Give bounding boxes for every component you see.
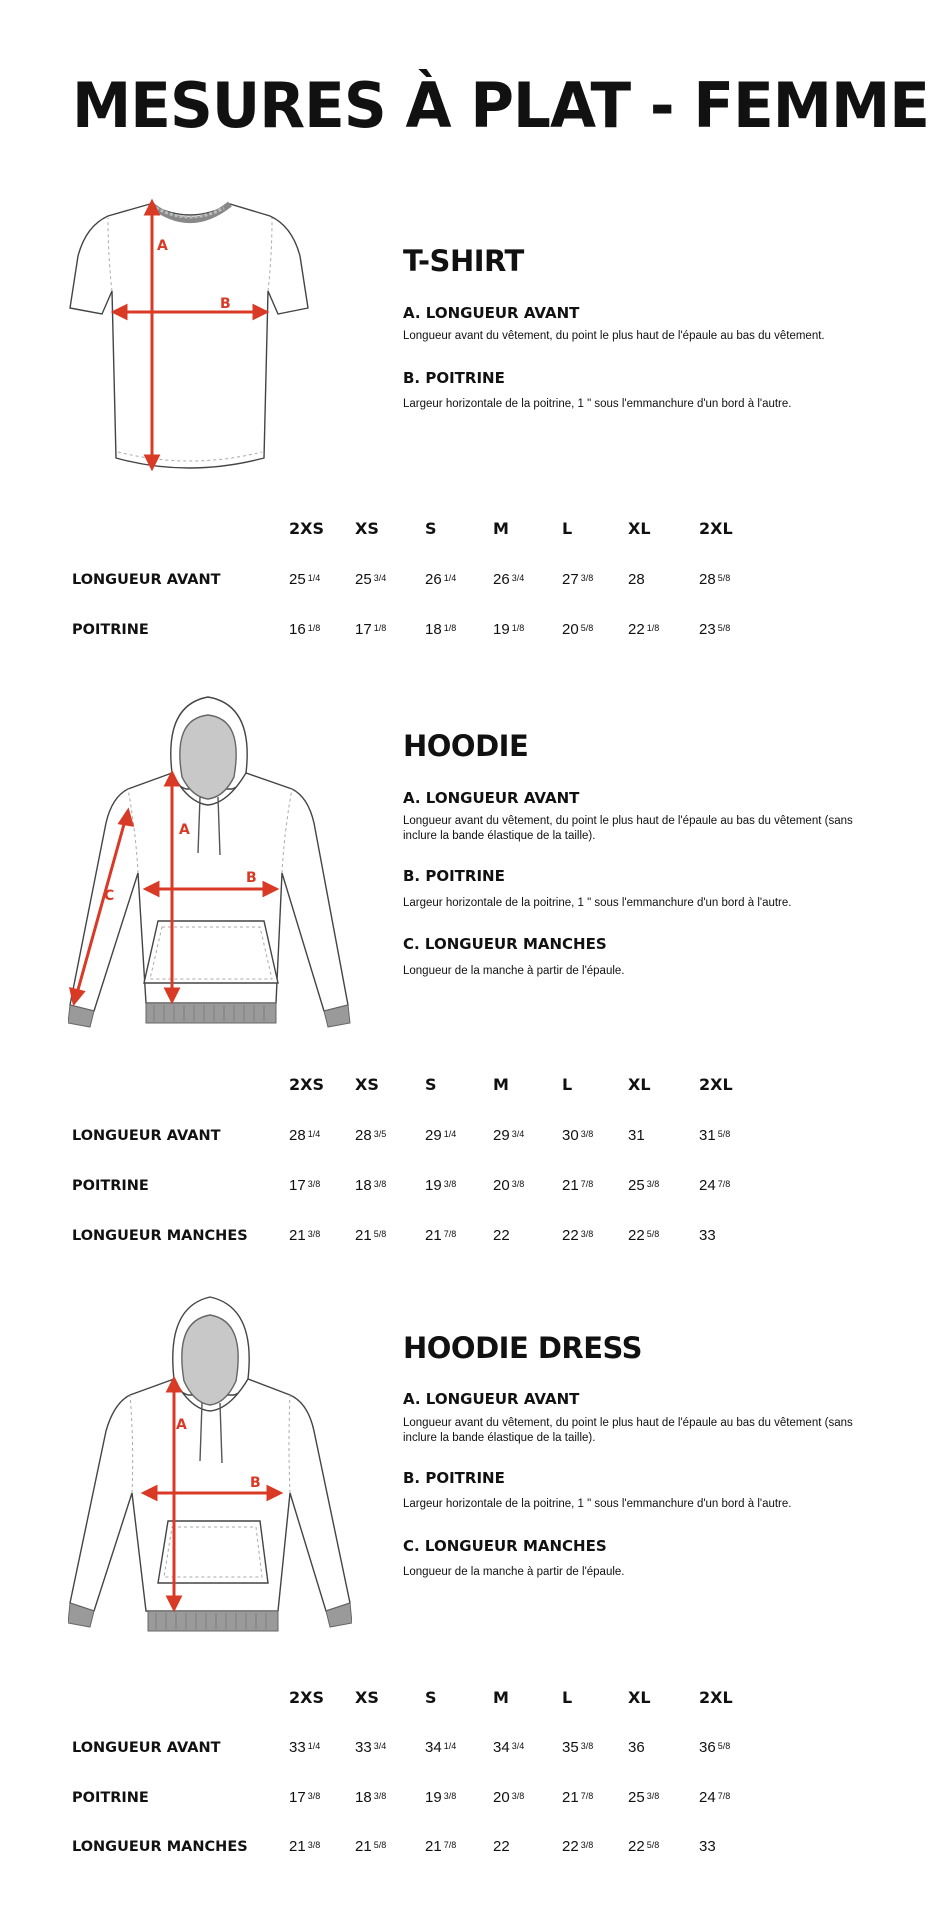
table-cell: [562, 1126, 593, 1146]
cell-fraction: 1/4: [307, 573, 321, 583]
cell-whole: 21: [562, 1177, 579, 1194]
cell-whole: 34: [493, 1739, 510, 1756]
size-header: M: [493, 1688, 509, 1707]
row-label: POITRINE: [72, 622, 149, 638]
definition-head: A. LONGUEUR AVANT: [403, 304, 580, 322]
cell-fraction: 3/4: [373, 573, 387, 583]
row-label: POITRINE: [72, 1790, 149, 1806]
cell-whole: 36: [699, 1739, 716, 1756]
table-cell: [355, 1738, 386, 1758]
cell-whole: 18: [355, 1789, 372, 1806]
table-cell: [425, 1788, 456, 1808]
cell-whole: 29: [493, 1127, 510, 1144]
cell-whole: 25: [289, 571, 306, 588]
definition-text: Largeur horizontale de la poitrine, 1 " sous l'emmanchure d'un bord à l'autre.: [403, 398, 792, 410]
definition-head: B. POITRINE: [403, 867, 505, 885]
cell-fraction: 3/8: [580, 1840, 594, 1850]
cell-whole: 31: [628, 1127, 645, 1144]
size-header: S: [425, 519, 437, 538]
cell-fraction: 3/8: [307, 1179, 321, 1189]
cell-whole: 28: [355, 1127, 372, 1144]
cell-whole: 18: [425, 621, 442, 638]
cell-fraction: 1/4: [443, 573, 457, 583]
table-cell: [355, 1176, 386, 1196]
cell-whole: 20: [493, 1789, 510, 1806]
cell-whole: 22: [493, 1227, 510, 1244]
size-header: L: [562, 519, 573, 538]
cell-whole: 25: [628, 1177, 645, 1194]
cell-fraction: 3/8: [580, 1229, 594, 1239]
table-cell: [628, 1226, 659, 1246]
cell-whole: 21: [289, 1838, 306, 1855]
section-title-hoodie: HOODIE: [403, 729, 529, 763]
table-cell: [493, 1176, 524, 1196]
size-header: XL: [628, 1688, 651, 1707]
cell-fraction: 7/8: [580, 1791, 594, 1801]
size-header: 2XS: [289, 1075, 324, 1094]
definition-head: C. LONGUEUR MANCHES: [403, 935, 607, 953]
cell-fraction: 3/8: [580, 573, 594, 583]
cell-whole: 21: [562, 1789, 579, 1806]
table-cell: [493, 1837, 510, 1857]
page-title: MESURES À PLAT - FEMME: [72, 69, 930, 142]
table-cell: [355, 620, 386, 640]
cell-whole: 21: [289, 1227, 306, 1244]
cell-whole: 20: [493, 1177, 510, 1194]
cell-fraction: 5/8: [373, 1229, 387, 1239]
size-header: S: [425, 1075, 437, 1094]
table-cell: [425, 1226, 456, 1246]
cell-fraction: 3/8: [443, 1179, 457, 1189]
cell-fraction: 5/8: [646, 1840, 660, 1850]
table-cell: [355, 1226, 386, 1246]
cell-whole: 33: [355, 1739, 372, 1756]
section-title-hoodie-dress: HOODIE DRESS: [403, 1331, 643, 1365]
cell-whole: 21: [425, 1227, 442, 1244]
definition-head: B. POITRINE: [403, 1469, 505, 1487]
cell-fraction: 3/8: [646, 1179, 660, 1189]
cell-fraction: 3/8: [511, 1179, 525, 1189]
cell-whole: 21: [425, 1838, 442, 1855]
definition-head: C. LONGUEUR MANCHES: [403, 1537, 607, 1555]
cell-fraction: 3/8: [580, 1129, 594, 1139]
cell-whole: 22: [562, 1838, 579, 1855]
cell-whole: 21: [355, 1838, 372, 1855]
table-cell: [425, 1738, 456, 1758]
table-cell: [628, 620, 659, 640]
table-cell: [493, 1226, 510, 1246]
cell-fraction: 3/8: [580, 1741, 594, 1751]
size-header: S: [425, 1688, 437, 1707]
table-cell: [628, 1126, 645, 1146]
cell-whole: 28: [628, 571, 645, 588]
definition-text: Longueur avant du vêtement, du point le plus haut de l'épaule au bas du vêtement.: [403, 330, 825, 342]
table-cell: [562, 570, 593, 590]
cell-whole: 33: [699, 1227, 716, 1244]
table-cell: [425, 570, 456, 590]
table-cell: [699, 1837, 716, 1857]
cell-fraction: 3/8: [646, 1791, 660, 1801]
cell-whole: 30: [562, 1127, 579, 1144]
table-cell: [628, 1788, 659, 1808]
cell-fraction: 1/8: [373, 623, 387, 633]
table-cell: [289, 1738, 320, 1758]
cell-fraction: 1/8: [443, 623, 457, 633]
cell-fraction: 3/8: [373, 1179, 387, 1189]
size-header: XS: [355, 1688, 379, 1707]
cell-whole: 25: [628, 1789, 645, 1806]
cell-whole: 33: [289, 1739, 306, 1756]
row-label: LONGUEUR AVANT: [72, 1128, 221, 1144]
table-cell: [562, 1788, 593, 1808]
definition-text: Longueur de la manche à partir de l'épaule.: [403, 1566, 625, 1578]
table-cell: [355, 1788, 386, 1808]
size-header: M: [493, 1075, 509, 1094]
cell-whole: 19: [493, 621, 510, 638]
definition-text: Largeur horizontale de la poitrine, 1 " sous l'emmanchure d'un bord à l'autre.: [403, 1498, 792, 1510]
definition-text: Longueur avant du vêtement, du point le plus haut de l'épaule au bas du vêtement (sans inclure la bande élastique de la taille).: [403, 1417, 853, 1444]
table-cell: [562, 1176, 593, 1196]
measurement-lines: [68, 196, 318, 478]
table-cell: [355, 1126, 386, 1146]
cell-whole: 17: [289, 1177, 306, 1194]
row-label: LONGUEUR AVANT: [72, 1740, 221, 1756]
cell-fraction: 7/8: [580, 1179, 594, 1189]
table-cell: [355, 1837, 386, 1857]
cell-fraction: 3/5: [373, 1129, 387, 1139]
cell-whole: 22: [628, 1227, 645, 1244]
marker-b: B: [220, 296, 231, 312]
cell-fraction: 3/4: [511, 1129, 525, 1139]
table-cell: [289, 1837, 320, 1857]
cell-whole: 36: [628, 1739, 645, 1756]
cell-fraction: 3/8: [307, 1229, 321, 1239]
size-header: XS: [355, 519, 379, 538]
cell-fraction: 7/8: [717, 1179, 731, 1189]
table-cell: [493, 1738, 524, 1758]
table-cell: [628, 1837, 659, 1857]
size-header: 2XS: [289, 519, 324, 538]
cell-fraction: 5/8: [646, 1229, 660, 1239]
cell-fraction: 5/8: [580, 623, 594, 633]
size-header: L: [562, 1075, 573, 1094]
size-header: 2XL: [699, 1075, 733, 1094]
table-cell: [628, 1738, 645, 1758]
table-cell: [699, 1226, 716, 1246]
definition-head: A. LONGUEUR AVANT: [403, 1390, 580, 1408]
size-header: XL: [628, 519, 651, 538]
table-cell: [493, 570, 524, 590]
table-cell: [289, 1176, 320, 1196]
cell-fraction: 3/8: [443, 1791, 457, 1801]
cell-fraction: 1/4: [443, 1129, 457, 1139]
size-header: XS: [355, 1075, 379, 1094]
table-cell: [699, 620, 730, 640]
cell-fraction: 7/8: [443, 1840, 457, 1850]
cell-fraction: 1/8: [307, 623, 321, 633]
row-label: POITRINE: [72, 1178, 149, 1194]
size-header: 2XL: [699, 519, 733, 538]
cell-whole: 35: [562, 1739, 579, 1756]
cell-whole: 22: [628, 621, 645, 638]
cell-whole: 20: [562, 621, 579, 638]
table-cell: [699, 1176, 730, 1196]
row-label: LONGUEUR MANCHES: [72, 1839, 248, 1855]
cell-fraction: 3/8: [307, 1791, 321, 1801]
cell-whole: 26: [425, 571, 442, 588]
table-cell: [699, 1738, 730, 1758]
cell-whole: 34: [425, 1739, 442, 1756]
cell-fraction: 3/4: [373, 1741, 387, 1751]
cell-whole: 22: [562, 1227, 579, 1244]
table-cell: [289, 1126, 320, 1146]
cell-whole: 25: [355, 571, 372, 588]
marker-b: B: [246, 870, 257, 886]
marker-a: A: [157, 238, 168, 254]
cell-fraction: 5/8: [717, 1741, 731, 1751]
definition-head: B. POITRINE: [403, 369, 505, 387]
cell-fraction: 3/4: [511, 1741, 525, 1751]
cell-fraction: 5/8: [717, 573, 731, 583]
cell-whole: 17: [289, 1789, 306, 1806]
table-cell: [289, 1788, 320, 1808]
table-cell: [562, 1837, 593, 1857]
table-cell: [493, 620, 524, 640]
cell-whole: 31: [699, 1127, 716, 1144]
cell-fraction: 1/4: [443, 1741, 457, 1751]
cell-whole: 16: [289, 621, 306, 638]
size-header: 2XL: [699, 1688, 733, 1707]
marker-a: A: [179, 822, 190, 838]
table-cell: [355, 570, 386, 590]
table-cell: [699, 1788, 730, 1808]
cell-fraction: 3/8: [511, 1791, 525, 1801]
cell-whole: 28: [699, 571, 716, 588]
table-cell: [562, 1226, 593, 1246]
marker-a: A: [176, 1417, 187, 1433]
section-title-tshirt: T-SHIRT: [403, 244, 524, 278]
definition-text: Longueur avant du vêtement, du point le plus haut de l'épaule au bas du vêtement (sans inclure la bande élastique de la taille).: [403, 815, 853, 842]
table-cell: [628, 570, 645, 590]
cell-whole: 28: [289, 1127, 306, 1144]
cell-whole: 29: [425, 1127, 442, 1144]
definition-text: Largeur horizontale de la poitrine, 1 " sous l'emmanchure d'un bord à l'autre.: [403, 897, 792, 909]
definition-head: A. LONGUEUR AVANT: [403, 789, 580, 807]
cell-whole: 24: [699, 1789, 716, 1806]
marker-b: B: [250, 1475, 261, 1491]
table-cell: [289, 620, 320, 640]
cell-whole: 26: [493, 571, 510, 588]
table-cell: [425, 620, 456, 640]
cell-whole: 21: [355, 1227, 372, 1244]
table-cell: [699, 1126, 730, 1146]
table-cell: [699, 570, 730, 590]
cell-whole: 18: [355, 1177, 372, 1194]
cell-whole: 19: [425, 1177, 442, 1194]
table-cell: [493, 1788, 524, 1808]
cell-fraction: 7/8: [717, 1791, 731, 1801]
cell-whole: 19: [425, 1789, 442, 1806]
cell-fraction: 3/4: [511, 573, 525, 583]
marker-c: C: [104, 888, 115, 904]
table-cell: [289, 570, 320, 590]
cell-fraction: 5/8: [373, 1840, 387, 1850]
cell-whole: 17: [355, 621, 372, 638]
cell-whole: 22: [628, 1838, 645, 1855]
table-cell: [425, 1126, 456, 1146]
cell-fraction: 1/8: [646, 623, 660, 633]
cell-whole: 33: [699, 1838, 716, 1855]
cell-whole: 27: [562, 571, 579, 588]
cell-fraction: 3/8: [373, 1791, 387, 1801]
table-cell: [628, 1176, 659, 1196]
cell-fraction: 1/8: [511, 623, 525, 633]
cell-fraction: 1/4: [307, 1741, 321, 1751]
table-cell: [425, 1837, 456, 1857]
table-cell: [493, 1126, 524, 1146]
measurement-lines: [68, 693, 352, 1033]
measurement-lines: [68, 1293, 352, 1639]
row-label: LONGUEUR MANCHES: [72, 1228, 248, 1244]
cell-whole: 24: [699, 1177, 716, 1194]
row-label: LONGUEUR AVANT: [72, 572, 221, 588]
size-header: 2XS: [289, 1688, 324, 1707]
size-header: M: [493, 519, 509, 538]
cell-fraction: 5/8: [717, 1129, 731, 1139]
size-header: L: [562, 1688, 573, 1707]
size-header: XL: [628, 1075, 651, 1094]
cell-fraction: 1/4: [307, 1129, 321, 1139]
cell-fraction: 5/8: [717, 623, 731, 633]
table-cell: [562, 620, 593, 640]
table-cell: [562, 1738, 593, 1758]
cell-whole: 22: [493, 1838, 510, 1855]
cell-fraction: 3/8: [307, 1840, 321, 1850]
definition-text: Longueur de la manche à partir de l'épaule.: [403, 965, 625, 977]
cell-whole: 23: [699, 621, 716, 638]
cell-fraction: 7/8: [443, 1229, 457, 1239]
table-cell: [425, 1176, 456, 1196]
table-cell: [289, 1226, 320, 1246]
